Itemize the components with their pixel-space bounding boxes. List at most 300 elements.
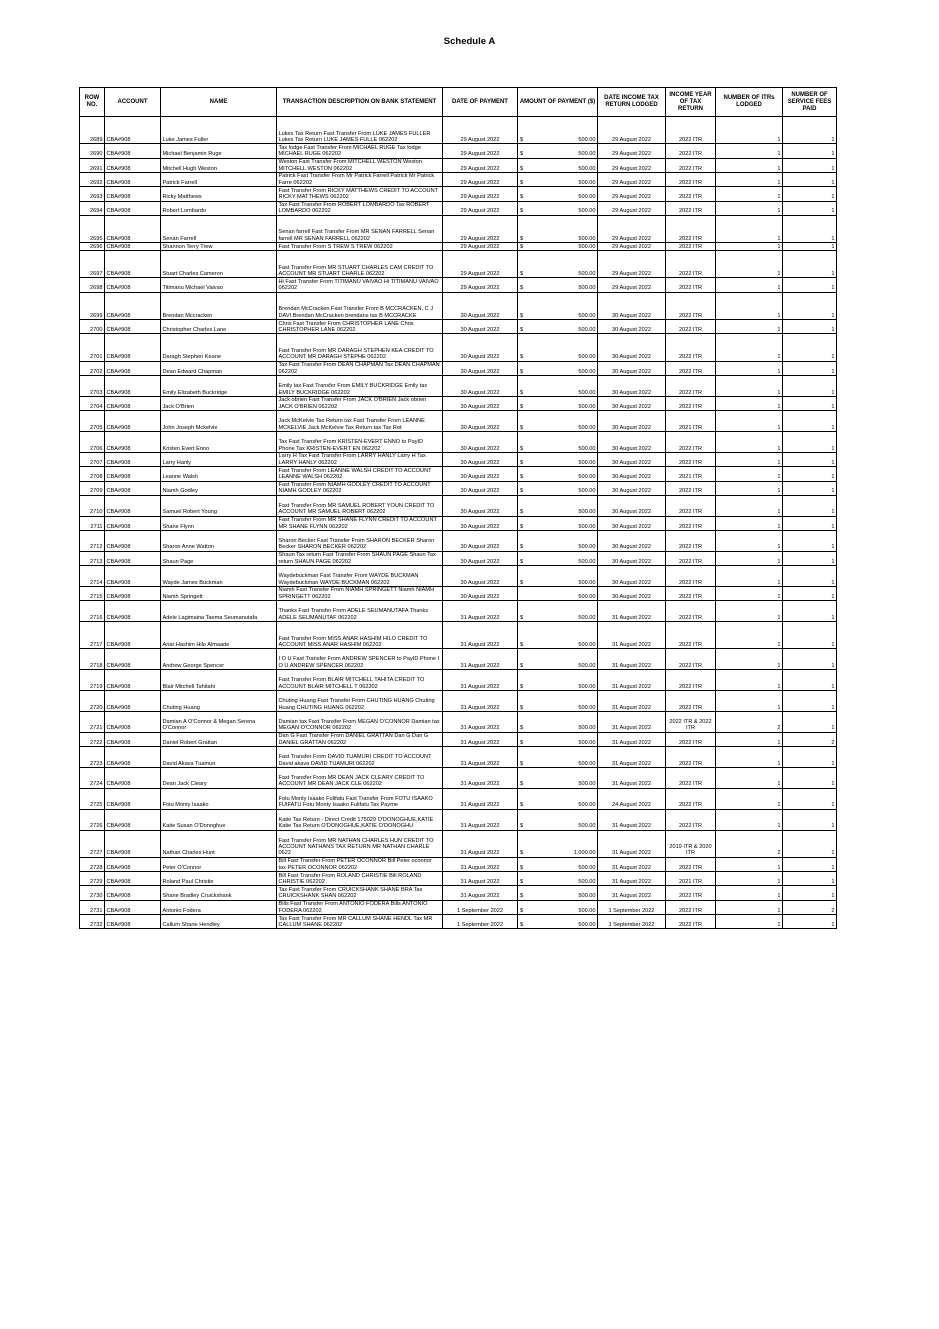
itrs-count-cell: 1 (716, 886, 783, 900)
description-cell: Weston Fast Transfer From MITCHELL WESTON Weston MITCHELL WESTON 062202 (277, 158, 443, 172)
row-number: 2724 (80, 767, 105, 788)
description-cell: Bill Fast Transfer From ROLAND CHRISTIE Bill ROLAND CHRISTIE 062202 (277, 872, 443, 886)
row-number: 2689 (80, 117, 105, 144)
income-year-cell: 2022 ITR (666, 432, 716, 453)
table-row (80, 691, 837, 712)
income-year-cell: 2022 ITR (666, 691, 716, 712)
payment-date-cell: 29 August 2022 (443, 201, 518, 215)
payment-date-cell: 31 August 2022 (443, 830, 518, 857)
currency-symbol: $ (520, 558, 524, 565)
currency-symbol: $ (520, 194, 524, 201)
amount-value: 500.00 (578, 760, 596, 767)
account-cell: CBA#908 (105, 691, 161, 712)
lodged-date-cell: 29 August 2022 (598, 172, 666, 186)
description-cell: Damian tax Fast Transfer From MEGAN O'CONNOR Damian tax MEGAN O'CONNOR 062202 (277, 711, 443, 732)
fees-count-cell: 1 (783, 622, 837, 649)
payment-date-cell: 30 August 2022 (443, 467, 518, 481)
lodged-date-cell: 29 August 2022 (598, 278, 666, 292)
itrs-count-cell: 1 (716, 915, 783, 929)
payment-date-cell: 31 August 2022 (443, 747, 518, 768)
income-year-cell: 2022 ITR (666, 886, 716, 900)
lodged-date-cell: 29 August 2022 (598, 158, 666, 172)
name-cell: Leanne Walsh (161, 467, 277, 481)
currency-symbol: $ (520, 354, 524, 361)
row-number: 2708 (80, 467, 105, 481)
name-cell: Michael Benjamin Ruge (161, 144, 277, 158)
amount-value: 500.00 (578, 558, 596, 565)
amount-cell (518, 411, 598, 432)
income-year-cell: 2022 ITR (666, 516, 716, 530)
payment-date-cell: 30 August 2022 (443, 566, 518, 587)
name-cell: Luke James Fuller (161, 117, 277, 144)
header-date-of-payment: DATE OF PAYMENT (443, 88, 518, 117)
table-row (80, 649, 837, 670)
currency-symbol: $ (520, 285, 524, 292)
lodged-date-cell: 30 August 2022 (598, 566, 666, 587)
amount-value: 500.00 (578, 509, 596, 516)
account-cell: CBA#908 (105, 530, 161, 551)
fees-count-cell: 1 (783, 452, 837, 466)
header-row (80, 88, 837, 117)
account-cell: CBA#908 (105, 622, 161, 649)
lodged-date-cell: 30 August 2022 (598, 551, 666, 565)
description-cell: Fast Transfer From LEANNE WALSH CREDIT TO ACCOUNT LEANNE WALSH 062202 (277, 467, 443, 481)
fees-count-cell: 1 (783, 830, 837, 857)
lodged-date-cell: 29 August 2022 (598, 117, 666, 144)
fees-count-cell: 1 (783, 481, 837, 495)
row-number: 2690 (80, 144, 105, 158)
account-cell: CBA#908 (105, 251, 161, 278)
amount-cell (518, 809, 598, 830)
account-cell: CBA#908 (105, 432, 161, 453)
currency-symbol: $ (520, 823, 524, 830)
itrs-count-cell: 1 (716, 601, 783, 622)
amount-cell (518, 857, 598, 871)
fees-count-cell: 1 (783, 691, 837, 712)
amount-value: 500.00 (578, 781, 596, 788)
description-cell: Thanks Fast Transfer From ADELE SEUMANUTAFA Thanks ADELE SEUMANUTAF 062202 (277, 601, 443, 622)
lodged-date-cell: 29 August 2022 (598, 201, 666, 215)
account-cell: CBA#908 (105, 411, 161, 432)
row-number: 2713 (80, 551, 105, 565)
description-cell: Fast Transfer From MR DARAGH STEPHEN KEA CREDIT TO ACCOUNT MR DARAGH STEPHE 062202 (277, 334, 443, 361)
lodged-date-cell: 31 August 2022 (598, 622, 666, 649)
fees-count-cell: 1 (783, 767, 837, 788)
table-row (80, 396, 837, 410)
currency-symbol: $ (520, 165, 524, 172)
account-cell: CBA#908 (105, 872, 161, 886)
account-cell: CBA#908 (105, 215, 161, 242)
amount-cell (518, 376, 598, 397)
header-account: ACCOUNT (105, 88, 161, 117)
amount-value: 500.00 (578, 593, 596, 600)
lodged-date-cell: 29 August 2022 (598, 243, 666, 251)
payment-date-cell: 30 August 2022 (443, 586, 518, 600)
lodged-date-cell: 30 August 2022 (598, 411, 666, 432)
lodged-date-cell: 31 August 2022 (598, 747, 666, 768)
description-cell: Fast Transfer From MR SHANE FLYNN CREDIT TO ACCOUNT MR SHANE FLYNN 062202 (277, 516, 443, 530)
amount-cell (518, 566, 598, 587)
payment-date-cell: 31 August 2022 (443, 649, 518, 670)
income-year-cell: 2022 ITR (666, 809, 716, 830)
income-year-cell: 2022 ITR (666, 201, 716, 215)
payment-date-cell: 31 August 2022 (443, 886, 518, 900)
header-amount: AMOUNT OF PAYMENT ($) (518, 88, 598, 117)
account-cell: CBA#908 (105, 481, 161, 495)
currency-symbol: $ (520, 642, 524, 649)
description-cell: Fast Transfer From DAVID TUAMURI CREDIT TO ACCOUNT David akava DAVID TUAMURI 062202 (277, 747, 443, 768)
amount-cell (518, 915, 598, 929)
lodged-date-cell: 30 August 2022 (598, 334, 666, 361)
table-row (80, 411, 837, 432)
payment-date-cell: 30 August 2022 (443, 320, 518, 334)
payment-date-cell: 1 September 2022 (443, 900, 518, 914)
account-cell: CBA#908 (105, 516, 161, 530)
income-year-cell: 2022 ITR (666, 601, 716, 622)
description-cell: Fast Transfer From S TREW S TREW 062202 (277, 243, 443, 251)
income-year-cell: 2022 ITR (666, 649, 716, 670)
row-number: 2697 (80, 251, 105, 278)
row-number: 2729 (80, 872, 105, 886)
table-row (80, 495, 837, 516)
amount-cell (518, 361, 598, 375)
lodged-date-cell: 31 August 2022 (598, 767, 666, 788)
amount-value: 500.00 (578, 802, 596, 809)
description-cell: Fast Transfer From MISS ANAR HASHIM HILO CREDIT TO ACCOUNT MISS ANAR HASHIM 062202 (277, 622, 443, 649)
name-cell: Christopher Charles Lane (161, 320, 277, 334)
amount-value: 500.00 (578, 823, 596, 830)
amount-cell (518, 551, 598, 565)
amount-value: 1,000.00 (573, 850, 596, 857)
fees-count-cell: 1 (783, 251, 837, 278)
description-cell: Shaun Tax return Fast Transfer From SHAUN PAGE Shaun Tax return SHAUN PAGE 062202 (277, 551, 443, 565)
payment-date-cell: 30 August 2022 (443, 481, 518, 495)
row-number: 2692 (80, 172, 105, 186)
lodged-date-cell: 31 August 2022 (598, 649, 666, 670)
table-row (80, 622, 837, 649)
name-cell: Stuart Charles Cameron (161, 251, 277, 278)
account-cell: CBA#908 (105, 809, 161, 830)
row-number: 2703 (80, 376, 105, 397)
amount-value: 500.00 (578, 165, 596, 172)
name-cell: Shane Flynn (161, 516, 277, 530)
header-num-fees: NUMBER OF SERVICE FEES PAID (783, 88, 837, 117)
itrs-count-cell: 1 (716, 900, 783, 914)
amount-cell (518, 711, 598, 732)
table-row (80, 243, 837, 251)
itrs-count-cell: 1 (716, 467, 783, 481)
name-cell: Wayde James Buckman (161, 566, 277, 587)
amount-cell (518, 747, 598, 768)
itrs-count-cell: 2 (716, 711, 783, 732)
fees-count-cell: 1 (783, 158, 837, 172)
amount-cell (518, 530, 598, 551)
itrs-count-cell: 1 (716, 172, 783, 186)
name-cell: Titimanu Michael Vaivao (161, 278, 277, 292)
amount-value: 500.00 (578, 208, 596, 215)
row-number: 2727 (80, 830, 105, 857)
lodged-date-cell: 31 August 2022 (598, 670, 666, 691)
table-row (80, 767, 837, 788)
table-row (80, 530, 837, 551)
payment-date-cell: 30 August 2022 (443, 411, 518, 432)
account-cell: CBA#908 (105, 278, 161, 292)
itrs-count-cell: 1 (716, 158, 783, 172)
currency-symbol: $ (520, 879, 524, 886)
description-cell: Emily tax Fast Transfer From EMILY BUCKRIDGE Emily tax EMILY BUCKRIDGE 062202 (277, 376, 443, 397)
lodged-date-cell: 30 August 2022 (598, 530, 666, 551)
payment-date-cell: 31 August 2022 (443, 711, 518, 732)
header-date-lodged: DATE INCOME TAX RETURN LODGED (598, 88, 666, 117)
table-row (80, 158, 837, 172)
description-cell: Fotu Monty Isaako Fulifatu Fast Transfer From FOTU ISAAKO FUIFATU Fotu Monty Isaako Fulifatu Tax Payme (277, 788, 443, 809)
amount-value: 500.00 (578, 907, 596, 914)
row-number: 2699 (80, 292, 105, 319)
lodged-date-cell: 29 August 2022 (598, 215, 666, 242)
row-number: 2711 (80, 516, 105, 530)
name-cell: Mitchell Hugh Weston (161, 158, 277, 172)
payment-date-cell: 30 August 2022 (443, 292, 518, 319)
description-cell: Hi Fast Transfer From TITIMANU VAIVAO Hi TITIMANU VAIVAO 062202 (277, 278, 443, 292)
amount-cell (518, 767, 598, 788)
payment-date-cell: 31 August 2022 (443, 809, 518, 830)
description-cell: Niamh Fast Transfer From NIAMH SPRINGETT Niamh NIAMH SPRINGETT 062202 (277, 586, 443, 600)
itrs-count-cell: 1 (716, 201, 783, 215)
amount-value: 500.00 (578, 285, 596, 292)
currency-symbol: $ (520, 403, 524, 410)
payment-date-cell: 30 August 2022 (443, 530, 518, 551)
fees-count-cell: 1 (783, 187, 837, 201)
fees-count-cell: 1 (783, 467, 837, 481)
name-cell: John Joseph Mckelvie (161, 411, 277, 432)
header-num-itrs: NUMBER OF ITRs LODGED (716, 88, 783, 117)
fees-count-cell: 1 (783, 601, 837, 622)
description-cell: Jack obrien Fast Transfer From JACK O'BRIEN Jack obrien JACK O'BRIEN 062202 (277, 396, 443, 410)
amount-value: 500.00 (578, 921, 596, 928)
lodged-date-cell: 30 August 2022 (598, 396, 666, 410)
income-year-cell: 2022 ITR (666, 172, 716, 186)
lodged-date-cell: 1 September 2022 (598, 900, 666, 914)
payment-date-cell: 29 August 2022 (443, 117, 518, 144)
account-cell: CBA#908 (105, 144, 161, 158)
income-year-cell: 2022 ITR (666, 251, 716, 278)
income-year-cell: 2022 ITR (666, 320, 716, 334)
itrs-count-cell: 1 (716, 411, 783, 432)
amount-cell (518, 172, 598, 186)
amount-value: 500.00 (578, 136, 596, 143)
name-cell: David Akava Tuamuri (161, 747, 277, 768)
table-row (80, 747, 837, 768)
amount-cell (518, 396, 598, 410)
lodged-date-cell: 29 August 2022 (598, 187, 666, 201)
currency-symbol: $ (520, 151, 524, 158)
table-row (80, 601, 837, 622)
amount-cell (518, 251, 598, 278)
income-year-cell: 2022 ITR (666, 530, 716, 551)
lodged-date-cell: 24 August 2022 (598, 788, 666, 809)
name-cell: Niamh Springett (161, 586, 277, 600)
itrs-count-cell: 1 (716, 187, 783, 201)
amount-value: 500.00 (578, 879, 596, 886)
currency-symbol: $ (520, 739, 524, 746)
income-year-cell: 2022 ITR (666, 857, 716, 871)
row-number: 2710 (80, 495, 105, 516)
itrs-count-cell: 1 (716, 649, 783, 670)
description-cell: Tax Fast Transfer From DEAN CHAPMAN Tax DEAN CHAPMAN 062202 (277, 361, 443, 375)
amount-value: 500.00 (578, 194, 596, 201)
amount-cell (518, 215, 598, 242)
itrs-count-cell: 1 (716, 292, 783, 319)
income-year-cell: 2022 ITR (666, 452, 716, 466)
account-cell: CBA#908 (105, 334, 161, 361)
name-cell: Roland Paul Christie (161, 872, 277, 886)
itrs-count-cell: 1 (716, 551, 783, 565)
row-number: 2714 (80, 566, 105, 587)
table-row (80, 215, 837, 242)
lodged-date-cell: 31 August 2022 (598, 872, 666, 886)
lodged-date-cell: 30 August 2022 (598, 320, 666, 334)
payment-date-cell: 31 August 2022 (443, 857, 518, 871)
row-number: 2695 (80, 215, 105, 242)
table-row (80, 187, 837, 201)
currency-symbol: $ (520, 271, 524, 277)
fees-count-cell: 1 (783, 144, 837, 158)
row-number: 2723 (80, 747, 105, 768)
description-cell: Lukes Tax Return Fast Transfer From LUKE JAMES FULLER Lukes Tax Return LUKE JAMES FULLE 062202 (277, 117, 443, 144)
name-cell: Peter O'Connor (161, 857, 277, 871)
lodged-date-cell: 29 August 2022 (598, 251, 666, 278)
description-cell: Chris Fast Transfer From CHRISTOPHER LANE Chris CHRISTOPHER LANE 062202 (277, 320, 443, 334)
currency-symbol: $ (520, 488, 524, 495)
account-cell: CBA#908 (105, 649, 161, 670)
amount-value: 500.00 (578, 614, 596, 621)
income-year-cell: 2021 ITR (666, 411, 716, 432)
currency-symbol: $ (520, 243, 524, 250)
row-number: 2691 (80, 158, 105, 172)
itrs-count-cell: 1 (716, 767, 783, 788)
fees-count-cell: 1 (783, 361, 837, 375)
table-row (80, 711, 837, 732)
account-cell: CBA#908 (105, 857, 161, 871)
account-cell: CBA#908 (105, 586, 161, 600)
amount-value: 500.00 (578, 864, 596, 871)
account-cell: CBA#908 (105, 495, 161, 516)
currency-symbol: $ (520, 368, 524, 375)
fees-count-cell: 2 (783, 732, 837, 746)
name-cell: Emily Elizabeth Buckridge (161, 376, 277, 397)
table-row (80, 566, 837, 587)
currency-symbol: $ (520, 544, 524, 551)
payment-date-cell: 30 August 2022 (443, 432, 518, 453)
name-cell: Robert Lombardo (161, 201, 277, 215)
currency-symbol: $ (520, 445, 524, 452)
table-row (80, 292, 837, 319)
payment-date-cell: 30 August 2022 (443, 495, 518, 516)
table-row (80, 481, 837, 495)
currency-symbol: $ (520, 662, 524, 669)
row-number: 2717 (80, 622, 105, 649)
table-body (80, 117, 837, 929)
currency-symbol: $ (520, 579, 524, 586)
header-row-no: ROW NO. (80, 88, 105, 117)
description-cell: Fast Transfer From MR SAMUEL ROBERT YOUN CREDIT TO ACCOUNT MR SAMUEL ROBERT 062202 (277, 495, 443, 516)
itrs-count-cell: 1 (716, 396, 783, 410)
table-row (80, 857, 837, 871)
lodged-date-cell: 31 August 2022 (598, 830, 666, 857)
amount-cell (518, 886, 598, 900)
currency-symbol: $ (520, 802, 524, 809)
income-year-cell: 2022 ITR (666, 243, 716, 251)
payment-date-cell: 30 August 2022 (443, 551, 518, 565)
income-year-cell: 2022 ITR (666, 551, 716, 565)
name-cell: Fotu Monty Isaako (161, 788, 277, 809)
name-cell: Jack O'Brien (161, 396, 277, 410)
currency-symbol: $ (520, 850, 524, 857)
amount-cell (518, 691, 598, 712)
header-description: TRANSACTION DESCRIPTION ON BANK STATEMENT (277, 88, 443, 117)
itrs-count-cell: 1 (716, 732, 783, 746)
description-cell: Tax Fast Transfer From MR CALLUM SHANE HENDL Tax MR CALLUM SHANE 062202 (277, 915, 443, 929)
page-title: Schedule A (443, 36, 496, 47)
fees-count-cell: 1 (783, 670, 837, 691)
itrs-count-cell: 1 (716, 495, 783, 516)
payment-date-cell: 30 August 2022 (443, 361, 518, 375)
row-number: 2698 (80, 278, 105, 292)
description-cell: Tax Fast Transfer From CRUICKSHANK SHANE BRA Tax CRUICKSHANK SHAN 062202 (277, 886, 443, 900)
itrs-count-cell: 1 (716, 516, 783, 530)
description-cell: Fast Transfer From RICKY MATTHEWS CREDIT TO ACCOUNT RICKY MATTHEWS 062202 (277, 187, 443, 201)
account-cell: CBA#908 (105, 711, 161, 732)
income-year-cell: 2022 ITR (666, 622, 716, 649)
lodged-date-cell: 31 August 2022 (598, 886, 666, 900)
income-year-cell: 2022 ITR (666, 144, 716, 158)
description-cell: Tax lodge Fast Transfer From MICHAEL RUGE Tax lodge MICHAEL RUGE 062202 (277, 144, 443, 158)
description-cell: Fast Transfer From BLAIR MITCHELL TAHITA CREDIT TO ACCOUNT BLAIR MITCHELL T 062202 (277, 670, 443, 691)
table-row (80, 900, 837, 914)
currency-symbol: $ (520, 760, 524, 767)
fees-count-cell: 1 (783, 516, 837, 530)
table-row (80, 830, 837, 857)
payment-date-cell: 31 August 2022 (443, 788, 518, 809)
itrs-count-cell: 1 (716, 481, 783, 495)
amount-cell (518, 732, 598, 746)
header-name: NAME (161, 88, 277, 117)
account-cell: CBA#908 (105, 172, 161, 186)
payment-date-cell: 30 August 2022 (443, 376, 518, 397)
row-number: 2721 (80, 711, 105, 732)
row-number: 2706 (80, 432, 105, 453)
income-year-cell: 2022 ITR & 2022 ITR (666, 711, 716, 732)
account-cell: CBA#908 (105, 732, 161, 746)
account-cell: CBA#908 (105, 292, 161, 319)
account-cell: CBA#908 (105, 601, 161, 622)
table-row (80, 432, 837, 453)
amount-value: 500.00 (578, 739, 596, 746)
fees-count-cell: 1 (783, 530, 837, 551)
income-year-cell: 2022 ITR (666, 158, 716, 172)
income-year-cell: 2022 ITR (666, 278, 716, 292)
lodged-date-cell: 31 August 2022 (598, 857, 666, 871)
amount-cell (518, 622, 598, 649)
fees-count-cell: 1 (783, 411, 837, 432)
itrs-count-cell: 1 (716, 432, 783, 453)
payment-date-cell: 31 August 2022 (443, 670, 518, 691)
itrs-count-cell: 1 (716, 586, 783, 600)
amount-value: 500.00 (578, 368, 596, 375)
table-row (80, 872, 837, 886)
row-number: 2731 (80, 900, 105, 914)
row-number: 2693 (80, 187, 105, 201)
